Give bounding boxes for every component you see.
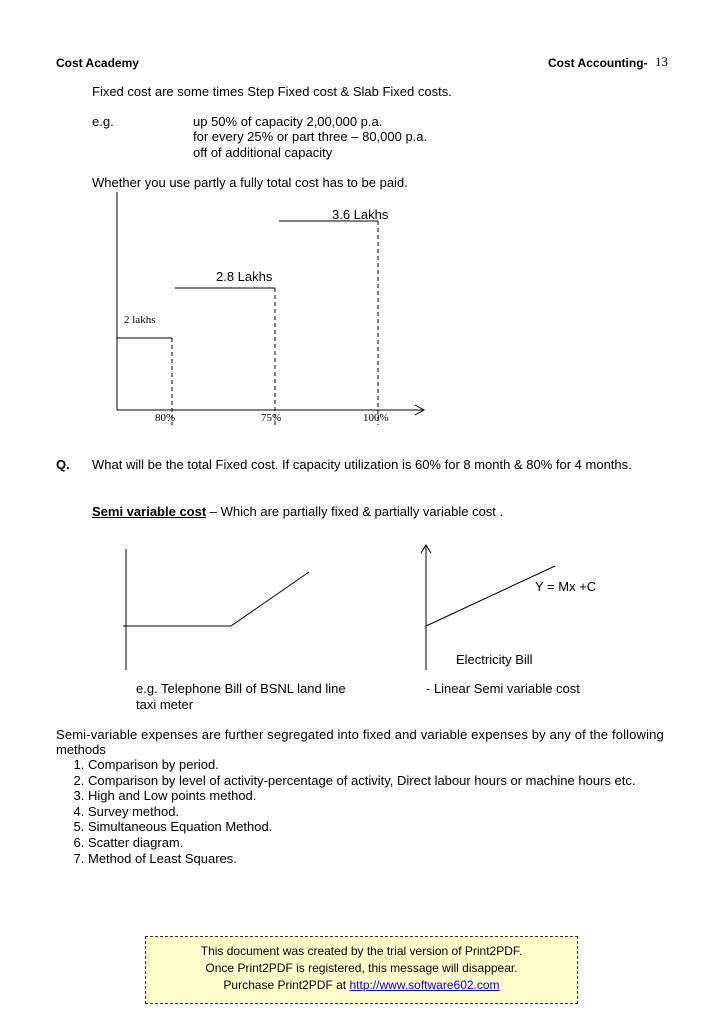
methods-list — [56, 757, 635, 866]
example-line-3: off of additional capacity — [193, 145, 333, 160]
left-caption-2: taxi meter — [136, 697, 194, 712]
header-right: Cost Accounting- — [548, 56, 648, 70]
step-tick-1: 80% — [155, 412, 176, 424]
question-label: Q. — [56, 457, 70, 472]
method-item: 6. Scatter diagram. — [88, 835, 635, 851]
intro-text: Fixed cost are some times Step Fixed cost & Slab Fixed costs. — [92, 84, 452, 99]
method-item: 2. Comparison by level of activity-percentage of activity, Direct labour hours or machine hours etc. — [88, 773, 635, 789]
software602-link[interactable]: http://www.software602.com — [349, 978, 500, 992]
semi-variable-definition — [92, 504, 503, 519]
trial-notice-line-3 — [146, 977, 577, 994]
trial-notice-line-1: This document was created by the trial version of Print2PDF. — [200, 944, 523, 958]
step-tick-3: 100% — [363, 412, 389, 424]
semi-variable-term: Semi variable cost — [92, 504, 207, 519]
segregation-line-2: methods — [56, 742, 106, 757]
step-label-3: 3.6 Lakhs — [332, 207, 389, 222]
method-item: 1. Comparison by period. — [88, 757, 635, 773]
example-line-1: up 50% of capacity 2,00,000 p.a. — [193, 114, 383, 129]
method-item: 3. High and Low points method. — [88, 788, 635, 804]
equation-label: Y = Mx +C — [535, 579, 597, 594]
step-label-2: 2.8 Lakhs — [216, 269, 273, 284]
trial-notice-box — [145, 936, 578, 1004]
whether-text: Whether you use partly a fully total cost has to be paid. — [92, 175, 408, 190]
step-tick-2: 75% — [261, 412, 282, 424]
left-graph-line — [123, 572, 309, 626]
example-label: e.g. — [92, 114, 114, 129]
method-item: 7. Method of Least Squares. — [88, 851, 635, 867]
question-text: What will be the total Fixed cost. If capacity utilization is 60% for 8 month & 80% for 4 months. — [92, 457, 632, 472]
purchase-text: Purchase Print2PDF at — [223, 978, 350, 992]
page-number: 13 — [655, 54, 668, 69]
electricity-bill-label: Electricity Bill — [456, 652, 533, 667]
method-item: 4. Survey method. — [88, 804, 635, 820]
segregation-line-1: Semi-variable expenses are further segregated into fixed and variable expenses by any of the following — [56, 727, 664, 742]
example-line-2: for every 25% or part three – 80,000 p.a. — [193, 129, 428, 144]
left-caption-1: e.g. Telephone Bill of BSNL land line — [136, 681, 346, 696]
right-caption: - Linear Semi variable cost — [426, 681, 580, 696]
method-item: 5. Simultaneous Equation Method. — [88, 819, 635, 835]
semi-variable-desc: – Which are partially fixed & partially variable cost . — [206, 504, 504, 519]
trial-notice-line-2: Once Print2PDF is registered, this message will disappear. — [205, 961, 518, 975]
right-graph-line — [426, 566, 555, 626]
header-left: Cost Academy — [56, 56, 139, 70]
step-label-1: 2 lakhs — [124, 314, 156, 326]
